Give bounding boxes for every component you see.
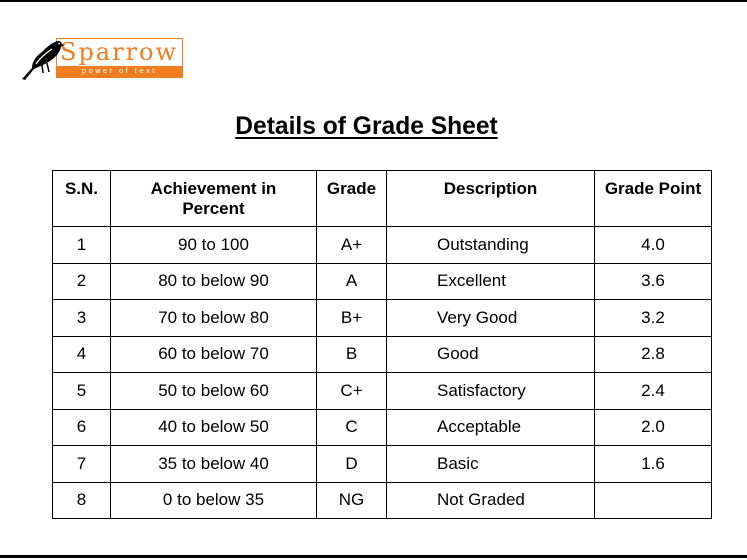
- table-row: [53, 409, 712, 446]
- bottom-rule: [0, 555, 747, 558]
- table-row: [53, 373, 712, 410]
- grade-cell: A+: [317, 227, 387, 264]
- grade-point-cell: 3.6: [595, 263, 712, 300]
- grade-point-cell: 1.6: [595, 446, 712, 483]
- logo-tagline: power of text: [57, 66, 182, 77]
- description-cell: Satisfactory: [387, 373, 595, 410]
- sn-cell: 6: [53, 409, 111, 446]
- logo-wordmark: Sparrow: [60, 38, 179, 66]
- table-row: [53, 263, 712, 300]
- sn-cell: 3: [53, 300, 111, 337]
- grade-cell: B+: [317, 300, 387, 337]
- table-row: [53, 336, 712, 373]
- page-title: Details of Grade Sheet: [235, 113, 498, 140]
- header-grade-point: Grade Point: [595, 171, 712, 227]
- header-sn: S.N.: [53, 171, 111, 227]
- sn-cell: 5: [53, 373, 111, 410]
- header-description: Description: [387, 171, 595, 227]
- achievement-cell: 80 to below 90: [111, 263, 317, 300]
- grade-cell: A: [317, 263, 387, 300]
- table-header-row: [53, 171, 712, 227]
- description-cell: Outstanding: [387, 227, 595, 264]
- grade-cell: D: [317, 446, 387, 483]
- description-cell: Good: [387, 336, 595, 373]
- sn-cell: 4: [53, 336, 111, 373]
- description-cell: Acceptable: [387, 409, 595, 446]
- sparrow-bird-icon: [22, 38, 64, 80]
- description-cell: Excellent: [387, 263, 595, 300]
- sn-cell: 8: [53, 482, 111, 519]
- achievement-cell: 35 to below 40: [111, 446, 317, 483]
- header-achievement-label: Achievement in Percent: [150, 179, 277, 218]
- achievement-cell: 60 to below 70: [111, 336, 317, 373]
- sn-cell: 2: [53, 263, 111, 300]
- top-rule: [0, 0, 747, 2]
- grade-cell: C+: [317, 373, 387, 410]
- grade-point-cell: 2.0: [595, 409, 712, 446]
- grade-cell: B: [317, 336, 387, 373]
- grade-point-cell: 2.8: [595, 336, 712, 373]
- grade-cell: C: [317, 409, 387, 446]
- sparrow-logo: [22, 36, 184, 80]
- grade-point-cell: 4.0: [595, 227, 712, 264]
- description-cell: Very Good: [387, 300, 595, 337]
- achievement-cell: 90 to 100: [111, 227, 317, 264]
- sn-cell: 7: [53, 446, 111, 483]
- header-achievement: [111, 171, 317, 227]
- sn-cell: 1: [53, 227, 111, 264]
- achievement-cell: 50 to below 60: [111, 373, 317, 410]
- grade-point-cell: 3.2: [595, 300, 712, 337]
- table-row: [53, 446, 712, 483]
- achievement-cell: 0 to below 35: [111, 482, 317, 519]
- table-row: [53, 482, 712, 519]
- achievement-cell: 70 to below 80: [111, 300, 317, 337]
- grade-point-cell: 2.4: [595, 373, 712, 410]
- achievement-cell: 40 to below 50: [111, 409, 317, 446]
- grade-cell: NG: [317, 482, 387, 519]
- header-grade: Grade: [317, 171, 387, 227]
- logo-frame: [56, 38, 183, 78]
- description-cell: Not Graded: [387, 482, 595, 519]
- grade-point-cell: [595, 482, 712, 519]
- grade-sheet-table: [52, 170, 712, 519]
- table-row: [53, 300, 712, 337]
- description-cell: Basic: [387, 446, 595, 483]
- table-row: [53, 227, 712, 264]
